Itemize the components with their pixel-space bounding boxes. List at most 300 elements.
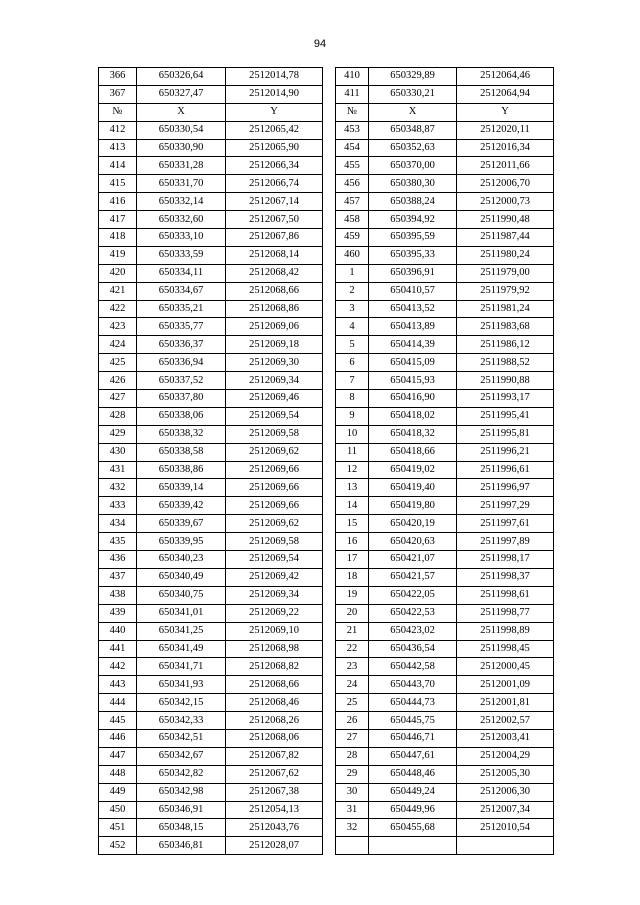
cell-x: 650342,33 bbox=[137, 712, 226, 730]
cell-y: 2511979,92 bbox=[457, 282, 554, 300]
cell-num: 18 bbox=[336, 568, 369, 586]
cell-y bbox=[457, 837, 554, 855]
cell-y: 2512066,34 bbox=[226, 157, 323, 175]
column-gap bbox=[323, 372, 336, 390]
cell-y: 2512069,46 bbox=[226, 390, 323, 408]
cell-num: 412 bbox=[99, 121, 137, 139]
cell-num: 25 bbox=[336, 694, 369, 712]
cell-x: 650413,52 bbox=[369, 300, 457, 318]
cell-x: 650436,54 bbox=[369, 640, 457, 658]
cell-y: 2512069,18 bbox=[226, 336, 323, 354]
column-gap bbox=[323, 336, 336, 354]
cell-x: 650445,75 bbox=[369, 712, 457, 730]
cell-x: 650421,57 bbox=[369, 568, 457, 586]
cell-y: 2512069,54 bbox=[226, 551, 323, 569]
cell-x: 650380,30 bbox=[369, 175, 457, 193]
cell-y: 2512001,09 bbox=[457, 676, 554, 694]
cell-num: 6 bbox=[336, 354, 369, 372]
cell-y: 2512069,34 bbox=[226, 372, 323, 390]
cell-y: 2512068,66 bbox=[226, 676, 323, 694]
cell-x: 650338,86 bbox=[137, 461, 226, 479]
cell-y: 2511993,17 bbox=[457, 390, 554, 408]
cell-num: 423 bbox=[99, 318, 137, 336]
cell-y: 2512043,76 bbox=[226, 819, 323, 837]
column-gap bbox=[323, 264, 336, 282]
cell-x: 650422,05 bbox=[369, 586, 457, 604]
cell-num: 446 bbox=[99, 729, 137, 747]
cell-y: 2511995,41 bbox=[457, 407, 554, 425]
cell-x: 650447,61 bbox=[369, 747, 457, 765]
cell-x: 650352,63 bbox=[369, 139, 457, 157]
column-gap bbox=[323, 68, 336, 86]
cell-y: 2511990,88 bbox=[457, 372, 554, 390]
cell-y: 2511997,29 bbox=[457, 497, 554, 515]
cell-x: 650327,47 bbox=[137, 85, 226, 103]
column-gap bbox=[323, 586, 336, 604]
table-row bbox=[99, 425, 554, 443]
column-gap bbox=[323, 497, 336, 515]
cell-y: 2511990,48 bbox=[457, 211, 554, 229]
column-gap bbox=[323, 390, 336, 408]
cell-num: 32 bbox=[336, 819, 369, 837]
cell-num: 415 bbox=[99, 175, 137, 193]
cell-y: 2511998,89 bbox=[457, 622, 554, 640]
table-row bbox=[99, 819, 554, 837]
cell-num: 430 bbox=[99, 443, 137, 461]
cell-num: 420 bbox=[99, 264, 137, 282]
cell-x: 650449,24 bbox=[369, 783, 457, 801]
cell-x: 650337,52 bbox=[137, 372, 226, 390]
cell-num: 437 bbox=[99, 568, 137, 586]
table-row bbox=[99, 372, 554, 390]
cell-x: 650415,93 bbox=[369, 372, 457, 390]
cell-y: 2512006,30 bbox=[457, 783, 554, 801]
cell-num: 21 bbox=[336, 622, 369, 640]
column-gap bbox=[323, 604, 336, 622]
column-gap bbox=[323, 783, 336, 801]
cell-y: 2512067,14 bbox=[226, 193, 323, 211]
cell-y: 2512067,62 bbox=[226, 765, 323, 783]
cell-x: 650388,24 bbox=[369, 193, 457, 211]
cell-num: 24 bbox=[336, 676, 369, 694]
cell-x: 650333,10 bbox=[137, 229, 226, 247]
cell-y: 2512069,54 bbox=[226, 407, 323, 425]
cell-x: 650337,80 bbox=[137, 390, 226, 408]
cell-x: 650333,59 bbox=[137, 246, 226, 264]
column-gap bbox=[323, 407, 336, 425]
cell-y: 2512002,57 bbox=[457, 712, 554, 730]
coordinates-table-body bbox=[99, 68, 554, 855]
coordinates-table bbox=[98, 67, 554, 855]
table-row bbox=[99, 515, 554, 533]
cell-y: 2512068,86 bbox=[226, 300, 323, 318]
cell-x: 650331,70 bbox=[137, 175, 226, 193]
cell-x: 650413,89 bbox=[369, 318, 457, 336]
column-gap bbox=[323, 157, 336, 175]
cell-y: 2512067,82 bbox=[226, 747, 323, 765]
cell-x bbox=[369, 837, 457, 855]
cell-y: 2512028,07 bbox=[226, 837, 323, 855]
cell-x: 650341,71 bbox=[137, 658, 226, 676]
cell-y: 2512011,66 bbox=[457, 157, 554, 175]
cell-num: 448 bbox=[99, 765, 137, 783]
column-gap bbox=[323, 676, 336, 694]
cell-num: 28 bbox=[336, 747, 369, 765]
column-gap bbox=[323, 85, 336, 103]
cell-x: 650420,63 bbox=[369, 533, 457, 551]
cell-num: 30 bbox=[336, 783, 369, 801]
cell-x: 650419,02 bbox=[369, 461, 457, 479]
table-row bbox=[99, 139, 554, 157]
cell-num: 3 bbox=[336, 300, 369, 318]
header-cell-num: № bbox=[336, 103, 369, 121]
cell-y: 2512069,62 bbox=[226, 515, 323, 533]
cell-num: 15 bbox=[336, 515, 369, 533]
cell-x: 650348,87 bbox=[369, 121, 457, 139]
cell-x: 650342,82 bbox=[137, 765, 226, 783]
cell-y: 2512068,06 bbox=[226, 729, 323, 747]
column-gap bbox=[323, 640, 336, 658]
cell-num: 432 bbox=[99, 479, 137, 497]
cell-num: 421 bbox=[99, 282, 137, 300]
cell-x: 650342,98 bbox=[137, 783, 226, 801]
cell-x: 650341,25 bbox=[137, 622, 226, 640]
table-row bbox=[99, 300, 554, 318]
cell-x: 650419,80 bbox=[369, 497, 457, 515]
column-gap bbox=[323, 211, 336, 229]
cell-y: 2512000,45 bbox=[457, 658, 554, 676]
cell-y: 2512003,41 bbox=[457, 729, 554, 747]
table-row bbox=[99, 390, 554, 408]
table-row bbox=[99, 694, 554, 712]
cell-y: 2512067,86 bbox=[226, 229, 323, 247]
cell-y: 2511988,52 bbox=[457, 354, 554, 372]
cell-x: 650395,33 bbox=[369, 246, 457, 264]
cell-num: 450 bbox=[99, 801, 137, 819]
cell-num: 8 bbox=[336, 390, 369, 408]
cell-num: 460 bbox=[336, 246, 369, 264]
column-gap bbox=[323, 622, 336, 640]
cell-num: 452 bbox=[99, 837, 137, 855]
cell-y: 2512069,66 bbox=[226, 461, 323, 479]
cell-y: 2512068,82 bbox=[226, 658, 323, 676]
table-row bbox=[99, 193, 554, 211]
cell-y: 2512064,46 bbox=[457, 68, 554, 86]
column-gap bbox=[323, 533, 336, 551]
cell-num: 17 bbox=[336, 551, 369, 569]
cell-num: 440 bbox=[99, 622, 137, 640]
cell-x: 650414,39 bbox=[369, 336, 457, 354]
cell-num: 23 bbox=[336, 658, 369, 676]
cell-num: 453 bbox=[336, 121, 369, 139]
cell-num: 424 bbox=[99, 336, 137, 354]
column-gap bbox=[323, 282, 336, 300]
column-gap bbox=[323, 246, 336, 264]
cell-num: 416 bbox=[99, 193, 137, 211]
cell-y: 2512069,62 bbox=[226, 443, 323, 461]
column-gap bbox=[323, 318, 336, 336]
table-row bbox=[99, 157, 554, 175]
cell-y: 2511996,97 bbox=[457, 479, 554, 497]
cell-x: 650418,02 bbox=[369, 407, 457, 425]
column-gap bbox=[323, 193, 336, 211]
cell-num: 445 bbox=[99, 712, 137, 730]
column-gap bbox=[323, 300, 336, 318]
column-gap bbox=[323, 694, 336, 712]
cell-y: 2512001,81 bbox=[457, 694, 554, 712]
cell-y: 2511979,00 bbox=[457, 264, 554, 282]
cell-num: 20 bbox=[336, 604, 369, 622]
table-row bbox=[99, 211, 554, 229]
column-gap bbox=[323, 712, 336, 730]
cell-x: 650329,89 bbox=[369, 68, 457, 86]
header-cell-y: Y bbox=[457, 103, 554, 121]
cell-y: 2511998,17 bbox=[457, 551, 554, 569]
cell-y: 2512054,13 bbox=[226, 801, 323, 819]
cell-num: 1 bbox=[336, 264, 369, 282]
table-row bbox=[99, 85, 554, 103]
table-row bbox=[99, 354, 554, 372]
column-gap bbox=[323, 461, 336, 479]
cell-x: 650334,67 bbox=[137, 282, 226, 300]
cell-x: 650335,21 bbox=[137, 300, 226, 318]
cell-num: 31 bbox=[336, 801, 369, 819]
cell-y: 2512069,58 bbox=[226, 533, 323, 551]
cell-x: 650339,95 bbox=[137, 533, 226, 551]
cell-x: 650423,02 bbox=[369, 622, 457, 640]
cell-x: 650416,90 bbox=[369, 390, 457, 408]
cell-y: 2512068,98 bbox=[226, 640, 323, 658]
column-gap bbox=[323, 175, 336, 193]
cell-x: 650455,68 bbox=[369, 819, 457, 837]
cell-num: 451 bbox=[99, 819, 137, 837]
cell-y: 2512069,66 bbox=[226, 479, 323, 497]
cell-num: 417 bbox=[99, 211, 137, 229]
cell-x: 650410,57 bbox=[369, 282, 457, 300]
cell-y: 2511996,21 bbox=[457, 443, 554, 461]
cell-x: 650340,49 bbox=[137, 568, 226, 586]
cell-num: 454 bbox=[336, 139, 369, 157]
cell-x: 650334,11 bbox=[137, 264, 226, 282]
column-gap bbox=[323, 568, 336, 586]
cell-y: 2511997,61 bbox=[457, 515, 554, 533]
cell-y: 2512016,34 bbox=[457, 139, 554, 157]
cell-num: 29 bbox=[336, 765, 369, 783]
table-row bbox=[99, 479, 554, 497]
cell-x: 650443,70 bbox=[369, 676, 457, 694]
table-row bbox=[99, 801, 554, 819]
cell-num: 443 bbox=[99, 676, 137, 694]
table-row bbox=[99, 712, 554, 730]
cell-num: 19 bbox=[336, 586, 369, 604]
table-row bbox=[99, 264, 554, 282]
cell-y: 2511987,44 bbox=[457, 229, 554, 247]
column-gap bbox=[323, 229, 336, 247]
cell-num: 418 bbox=[99, 229, 137, 247]
column-gap bbox=[323, 354, 336, 372]
cell-num: 447 bbox=[99, 747, 137, 765]
cell-x: 650346,81 bbox=[137, 837, 226, 855]
cell-y: 2512069,66 bbox=[226, 497, 323, 515]
table-row bbox=[99, 282, 554, 300]
cell-y: 2512069,58 bbox=[226, 425, 323, 443]
column-gap bbox=[323, 819, 336, 837]
table-row bbox=[99, 586, 554, 604]
table-row bbox=[99, 783, 554, 801]
cell-x: 650444,73 bbox=[369, 694, 457, 712]
cell-y: 2511981,24 bbox=[457, 300, 554, 318]
cell-num: 455 bbox=[336, 157, 369, 175]
cell-num: 12 bbox=[336, 461, 369, 479]
cell-num: 27 bbox=[336, 729, 369, 747]
cell-num: 13 bbox=[336, 479, 369, 497]
cell-y: 2512068,66 bbox=[226, 282, 323, 300]
column-gap bbox=[323, 443, 336, 461]
cell-num: 433 bbox=[99, 497, 137, 515]
column-gap bbox=[323, 121, 336, 139]
cell-num: 16 bbox=[336, 533, 369, 551]
cell-x: 650342,67 bbox=[137, 747, 226, 765]
table-row bbox=[99, 551, 554, 569]
cell-x: 650342,15 bbox=[137, 694, 226, 712]
cell-y: 2512020,11 bbox=[457, 121, 554, 139]
column-gap bbox=[323, 765, 336, 783]
cell-num: 413 bbox=[99, 139, 137, 157]
cell-y: 2512068,14 bbox=[226, 246, 323, 264]
cell-x: 650396,91 bbox=[369, 264, 457, 282]
cell-x: 650339,14 bbox=[137, 479, 226, 497]
cell-y: 2511980,24 bbox=[457, 246, 554, 264]
cell-x: 650448,46 bbox=[369, 765, 457, 783]
cell-num: 458 bbox=[336, 211, 369, 229]
cell-num: 457 bbox=[336, 193, 369, 211]
cell-num: 459 bbox=[336, 229, 369, 247]
cell-x: 650339,67 bbox=[137, 515, 226, 533]
cell-num: 11 bbox=[336, 443, 369, 461]
cell-x: 650449,96 bbox=[369, 801, 457, 819]
table-row bbox=[99, 229, 554, 247]
cell-y: 2511983,68 bbox=[457, 318, 554, 336]
cell-num: 5 bbox=[336, 336, 369, 354]
cell-y: 2511998,45 bbox=[457, 640, 554, 658]
cell-x: 650339,42 bbox=[137, 497, 226, 515]
cell-num: 436 bbox=[99, 551, 137, 569]
cell-num: 426 bbox=[99, 372, 137, 390]
table-row bbox=[99, 837, 554, 855]
cell-num: 26 bbox=[336, 712, 369, 730]
cell-x: 650338,06 bbox=[137, 407, 226, 425]
cell-num: 456 bbox=[336, 175, 369, 193]
cell-num: 366 bbox=[99, 68, 137, 86]
cell-x: 650326,64 bbox=[137, 68, 226, 86]
cell-num: 434 bbox=[99, 515, 137, 533]
table-row bbox=[99, 676, 554, 694]
cell-num: 427 bbox=[99, 390, 137, 408]
table-row bbox=[99, 765, 554, 783]
cell-y: 2512069,30 bbox=[226, 354, 323, 372]
cell-y: 2512010,54 bbox=[457, 819, 554, 837]
table-row bbox=[99, 121, 554, 139]
cell-x: 650370,00 bbox=[369, 157, 457, 175]
cell-y: 2512068,42 bbox=[226, 264, 323, 282]
column-gap bbox=[323, 515, 336, 533]
table-header-row bbox=[99, 103, 554, 121]
table-row bbox=[99, 407, 554, 425]
column-gap bbox=[323, 801, 336, 819]
cell-y: 2511998,61 bbox=[457, 586, 554, 604]
cell-x: 650422,53 bbox=[369, 604, 457, 622]
cell-num bbox=[336, 837, 369, 855]
cell-x: 650442,58 bbox=[369, 658, 457, 676]
cell-num: 419 bbox=[99, 246, 137, 264]
cell-y: 2512007,34 bbox=[457, 801, 554, 819]
cell-x: 650336,94 bbox=[137, 354, 226, 372]
cell-y: 2512004,29 bbox=[457, 747, 554, 765]
cell-x: 650418,32 bbox=[369, 425, 457, 443]
cell-x: 650342,51 bbox=[137, 729, 226, 747]
cell-x: 650332,14 bbox=[137, 193, 226, 211]
cell-num: 439 bbox=[99, 604, 137, 622]
page-number: 94 bbox=[313, 38, 327, 50]
cell-y: 2512069,22 bbox=[226, 604, 323, 622]
cell-y: 2511995,81 bbox=[457, 425, 554, 443]
cell-y: 2511998,77 bbox=[457, 604, 554, 622]
cell-y: 2511996,61 bbox=[457, 461, 554, 479]
table-row bbox=[99, 622, 554, 640]
cell-y: 2512069,06 bbox=[226, 318, 323, 336]
cell-x: 650348,15 bbox=[137, 819, 226, 837]
cell-num: 422 bbox=[99, 300, 137, 318]
cell-num: 2 bbox=[336, 282, 369, 300]
table-row bbox=[99, 658, 554, 676]
table-row bbox=[99, 336, 554, 354]
table-row bbox=[99, 68, 554, 86]
header-cell-x: X bbox=[137, 103, 226, 121]
cell-x: 650341,49 bbox=[137, 640, 226, 658]
cell-num: 442 bbox=[99, 658, 137, 676]
cell-y: 2511997,89 bbox=[457, 533, 554, 551]
cell-y: 2512064,94 bbox=[457, 85, 554, 103]
cell-y: 2512014,90 bbox=[226, 85, 323, 103]
cell-y: 2512067,50 bbox=[226, 211, 323, 229]
header-cell-x: X bbox=[369, 103, 457, 121]
column-gap bbox=[323, 837, 336, 855]
cell-x: 650330,90 bbox=[137, 139, 226, 157]
column-gap bbox=[323, 729, 336, 747]
table-row bbox=[99, 747, 554, 765]
cell-num: 10 bbox=[336, 425, 369, 443]
cell-y: 2512069,34 bbox=[226, 586, 323, 604]
cell-x: 650335,77 bbox=[137, 318, 226, 336]
cell-y: 2511998,37 bbox=[457, 568, 554, 586]
cell-x: 650394,92 bbox=[369, 211, 457, 229]
table-row bbox=[99, 175, 554, 193]
cell-y: 2512067,38 bbox=[226, 783, 323, 801]
cell-x: 650341,01 bbox=[137, 604, 226, 622]
cell-x: 650415,09 bbox=[369, 354, 457, 372]
cell-x: 650338,32 bbox=[137, 425, 226, 443]
cell-num: 444 bbox=[99, 694, 137, 712]
table-row bbox=[99, 318, 554, 336]
column-gap bbox=[323, 139, 336, 157]
table-row bbox=[99, 497, 554, 515]
cell-x: 650418,66 bbox=[369, 443, 457, 461]
header-cell-y: Y bbox=[226, 103, 323, 121]
cell-y: 2512000,73 bbox=[457, 193, 554, 211]
table-row bbox=[99, 533, 554, 551]
cell-num: 428 bbox=[99, 407, 137, 425]
cell-num: 429 bbox=[99, 425, 137, 443]
